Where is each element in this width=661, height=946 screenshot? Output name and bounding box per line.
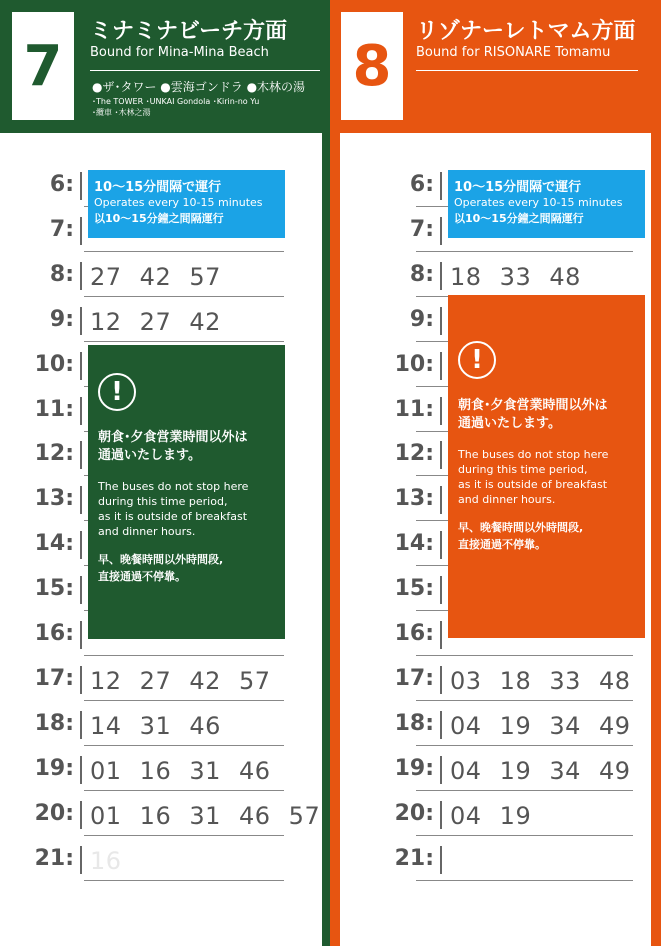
hour-label: 11: xyxy=(34,396,74,422)
hour-separator xyxy=(440,486,442,514)
hour-row xyxy=(340,747,651,791)
row-underline xyxy=(416,880,633,881)
hour-separator xyxy=(80,397,82,425)
hour-separator xyxy=(80,486,82,514)
hour-label: 12: xyxy=(34,441,74,467)
timetable-right xyxy=(340,133,651,946)
hour-label: 18: xyxy=(394,710,434,736)
hour-separator xyxy=(440,621,442,649)
hour-separator xyxy=(440,756,442,784)
hour-row xyxy=(0,253,322,297)
hour-separator xyxy=(80,352,82,380)
stops-jp: ●ザ･タワー ●雲海ゴンドラ ●木林の湯 xyxy=(92,80,306,94)
timetable-left xyxy=(0,133,322,946)
notice-en3: as it is outside of breakfast xyxy=(458,478,608,491)
hour-label: 9: xyxy=(409,306,434,332)
row-underline xyxy=(416,655,633,656)
notice-en4: and dinner hours. xyxy=(98,525,196,538)
frequency-text-jp: 10～15分間隔で運行 xyxy=(454,180,582,195)
hour-separator xyxy=(80,172,82,200)
hour-separator xyxy=(440,217,442,245)
hour-label: 17: xyxy=(394,665,434,691)
departure-minutes: 01 16 31 46 xyxy=(90,756,271,785)
hour-label: 13: xyxy=(34,486,74,512)
frequency-text-en: Operates every 10-15 minutes xyxy=(94,196,263,209)
header-divider xyxy=(90,70,320,71)
hour-row xyxy=(0,792,322,836)
hour-row xyxy=(340,657,651,701)
hour-label: 10: xyxy=(34,351,74,377)
departure-minutes: 03 18 33 48 xyxy=(450,666,631,695)
route-number-badge: 7 xyxy=(12,12,74,120)
frequency-text-zh: 以10～15分鐘之間隔運行 xyxy=(94,212,224,225)
hour-separator xyxy=(80,621,82,649)
departure-minutes: 18 33 48 xyxy=(450,262,581,291)
hour-label: 16: xyxy=(394,621,434,646)
hour-label: 21: xyxy=(34,845,74,871)
stops-zh: ･纜車 ･木林之湯 xyxy=(92,108,151,117)
notice-en4: and dinner hours. xyxy=(458,493,556,506)
departure-minutes: 16 xyxy=(90,846,122,875)
hour-separator xyxy=(440,307,442,335)
hour-separator xyxy=(440,352,442,380)
hour-row xyxy=(0,702,322,746)
departure-minutes: 04 19 xyxy=(450,801,532,830)
hour-label: 14: xyxy=(34,531,74,557)
hour-label: 8: xyxy=(409,261,434,287)
no-service-notice xyxy=(88,345,285,639)
hour-separator xyxy=(80,262,82,290)
route-number-badge: 8 xyxy=(341,12,403,120)
departure-minutes: 12 27 42 xyxy=(90,307,221,336)
hour-label: 15: xyxy=(394,576,434,602)
notice-jp1: 朝食･夕食営業時間以外は xyxy=(458,398,608,413)
hour-label: 20: xyxy=(394,800,434,826)
frequency-text-en: Operates every 10-15 minutes xyxy=(454,196,623,209)
hour-separator xyxy=(80,531,82,559)
hour-label: 13: xyxy=(394,486,434,512)
frequency-text-zh: 以10～15分鐘之間隔運行 xyxy=(454,212,584,225)
notice-jp2: 通過いたします。 xyxy=(98,448,201,463)
departure-minutes: 04 19 34 49 xyxy=(450,711,631,740)
row-underline xyxy=(416,251,633,252)
row-underline xyxy=(84,251,284,252)
hour-separator xyxy=(80,666,82,694)
hour-label: 8: xyxy=(49,261,74,287)
notice-jp2: 通過いたします。 xyxy=(458,416,561,431)
departure-minutes: 04 19 34 49 xyxy=(450,756,631,785)
notice-en3: as it is outside of breakfast xyxy=(98,510,248,523)
exclamation-icon: ! xyxy=(98,373,136,411)
frequency-text-jp: 10～15分間隔で運行 xyxy=(94,180,222,195)
hour-label: 15: xyxy=(34,576,74,602)
departure-minutes: 14 31 46 xyxy=(90,711,221,740)
hour-separator xyxy=(440,576,442,604)
notice-zh1: 早、晚餐時間以外時間段, xyxy=(458,521,584,534)
hour-separator xyxy=(440,262,442,290)
notice-jp1: 朝食･夕食営業時間以外は xyxy=(98,430,248,445)
departure-minutes: 12 27 42 57 xyxy=(90,666,271,695)
hour-label: 17: xyxy=(34,665,74,691)
notice-zh1: 早、晚餐時間以外時間段, xyxy=(98,553,224,566)
exclamation-icon: ! xyxy=(458,341,496,379)
notice-en2: during this time period, xyxy=(458,463,588,476)
hour-label: 9: xyxy=(49,306,74,332)
hour-separator xyxy=(440,666,442,694)
hour-separator xyxy=(80,711,82,739)
hour-row xyxy=(0,747,322,791)
route-8-panel xyxy=(330,0,661,946)
route-title: ミナミナビーチ方面 xyxy=(90,19,288,44)
hour-row xyxy=(0,657,322,701)
hour-separator xyxy=(440,441,442,469)
hour-label: 12: xyxy=(394,441,434,467)
hour-separator xyxy=(440,531,442,559)
notice-zh2: 直接通過不停靠。 xyxy=(458,538,546,551)
hour-row xyxy=(0,298,322,342)
notice-zh2: 直接通過不停靠。 xyxy=(98,570,186,583)
departure-minutes: 01 16 31 46 57 xyxy=(90,801,321,830)
hour-separator xyxy=(440,172,442,200)
hour-row xyxy=(340,837,651,881)
route-subtitle: Bound for Mina-Mina Beach xyxy=(90,45,269,60)
frequency-box xyxy=(448,170,645,238)
hour-label: 19: xyxy=(34,755,74,781)
notice-en2: during this time period, xyxy=(98,495,228,508)
stops-en: ･The TOWER ･UNKAI Gondola ･Kirin-no Yu xyxy=(92,97,260,106)
hour-separator xyxy=(80,217,82,245)
hour-row xyxy=(0,837,322,881)
route-title: リゾナーレトマム方面 xyxy=(416,19,636,44)
route-subtitle: Bound for RISONARE Tomamu xyxy=(416,45,611,60)
hour-separator xyxy=(80,846,82,874)
hour-separator xyxy=(440,801,442,829)
departure-minutes: 27 42 57 xyxy=(90,262,221,291)
hour-separator xyxy=(440,397,442,425)
hour-label: 20: xyxy=(34,800,74,826)
no-service-notice xyxy=(448,295,645,638)
hour-row xyxy=(340,253,651,297)
hour-label: 7: xyxy=(409,216,434,242)
notice-en1: The buses do not stop here xyxy=(98,480,249,493)
hour-separator xyxy=(80,307,82,335)
hour-label: 11: xyxy=(394,396,434,422)
row-underline xyxy=(84,655,284,656)
hour-label: 10: xyxy=(394,351,434,377)
route-7-panel xyxy=(0,0,330,946)
notice-en1: The buses do not stop here xyxy=(458,448,609,461)
hour-label: 6: xyxy=(409,172,434,197)
hour-separator xyxy=(80,756,82,784)
hour-label: 21: xyxy=(394,845,434,871)
hour-label: 6: xyxy=(49,172,74,197)
hour-label: 18: xyxy=(34,710,74,736)
hour-label: 14: xyxy=(394,531,434,557)
frequency-box xyxy=(88,170,285,238)
hour-separator xyxy=(80,441,82,469)
header-divider xyxy=(416,70,638,71)
hour-separator xyxy=(80,576,82,604)
hour-separator xyxy=(80,801,82,829)
hour-row xyxy=(340,792,651,836)
hour-label: 7: xyxy=(49,216,74,242)
hour-label: 19: xyxy=(394,755,434,781)
hour-label: 16: xyxy=(34,621,74,646)
hour-separator xyxy=(440,711,442,739)
hour-separator xyxy=(440,846,442,874)
hour-row xyxy=(340,702,651,746)
